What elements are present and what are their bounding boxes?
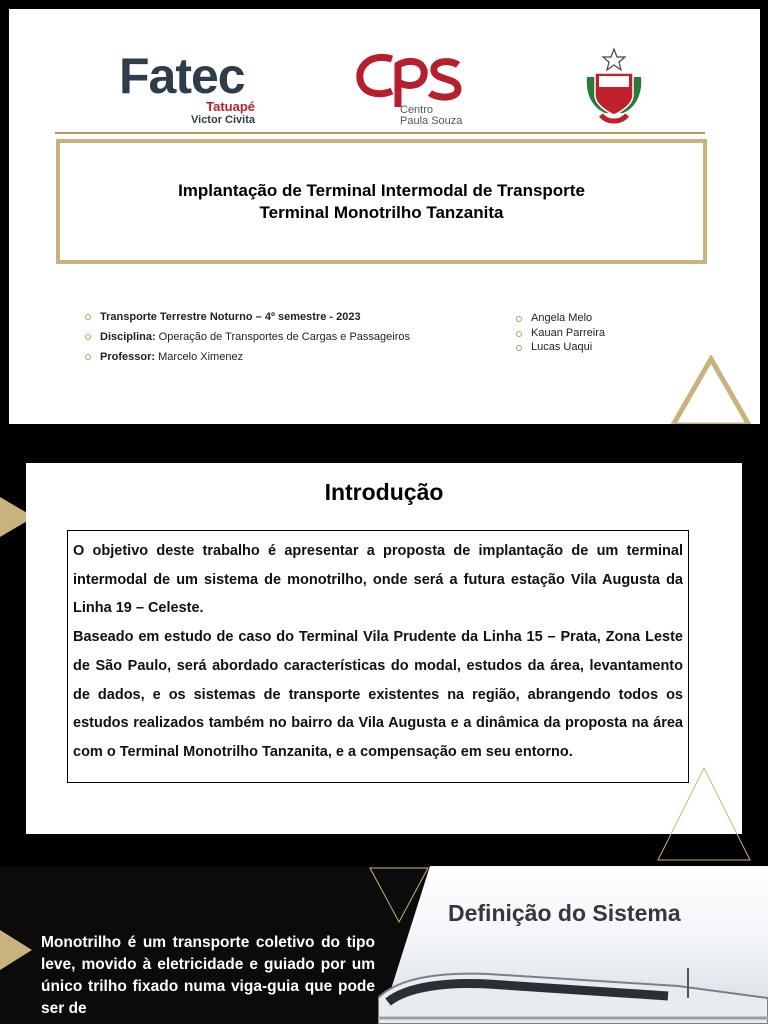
author-item: Lucas Uaqui	[516, 340, 605, 355]
title-slide	[9, 9, 760, 424]
thin-triangle-down-icon	[368, 866, 430, 924]
gold-arrow-icon	[0, 928, 32, 972]
author-item: Angela Melo	[516, 311, 605, 326]
author-item: Kauan Parreira	[516, 326, 605, 341]
title-box	[56, 139, 707, 264]
intro-paragraph-1: O objetivo deste trabalho é apresentar a proposta de implantação de um terminal intermodal de um sistema de monotrilho, onde será a futura estação Vila Augusta da Linha 19 – Celeste.	[73, 543, 683, 617]
intro-slide	[26, 463, 742, 834]
course-info-item: Professor: Marcelo Ximenez	[85, 347, 465, 367]
course-info-item: Transporte Terrestre Noturno – 4º semestre - 2023	[85, 307, 465, 327]
gold-divider	[55, 132, 705, 134]
title-line-2: Terminal Monotrilho Tanzanita	[259, 202, 504, 222]
definition-heading: Definição do Sistema	[448, 900, 681, 926]
sao-paulo-seal-icon	[581, 47, 647, 127]
definition-slide	[0, 866, 768, 1024]
cps-logo: Centro Paula Souza	[354, 51, 464, 131]
cps-logo-icon	[354, 51, 464, 107]
title-line-1: Implantação de Terminal Intermodal de Transporte	[178, 180, 585, 200]
course-info-item: Disciplina: Operação de Transportes de Cargas e Passageiros	[85, 327, 465, 347]
intro-heading: Introdução	[324, 479, 444, 505]
definition-text: Monotrilho é um transporte coletivo do tipo leve, movido à eletricidade e guiado por um único trilho fixado numa viga-guia que pode ser de	[41, 934, 375, 1017]
intro-text-box	[67, 530, 689, 783]
thin-triangle-icon	[656, 766, 752, 862]
monorail-train-icon	[378, 958, 768, 1024]
fatec-logo: Fatec Tatuapé Victor Civita	[119, 48, 255, 126]
gold-triangle-icon	[669, 355, 753, 424]
course-info-list	[85, 307, 465, 367]
sao-paulo-seal	[581, 47, 647, 127]
intro-paragraph-2: Baseado em estudo de caso do Terminal Vila Prudente da Linha 15 – Prata, Zona Leste de São Paulo, será abordado características do modal, estudos da área, levantamento de dados, e os sistemas de transporte existentes na região, abrangendo todos os estudos realizados também no bairro da Vila Augusta e a dinâmica da proposta na área com o Terminal Monotrilho Tanzanita, e a compensação em seu entorno.	[73, 629, 683, 760]
authors-list	[516, 311, 605, 355]
